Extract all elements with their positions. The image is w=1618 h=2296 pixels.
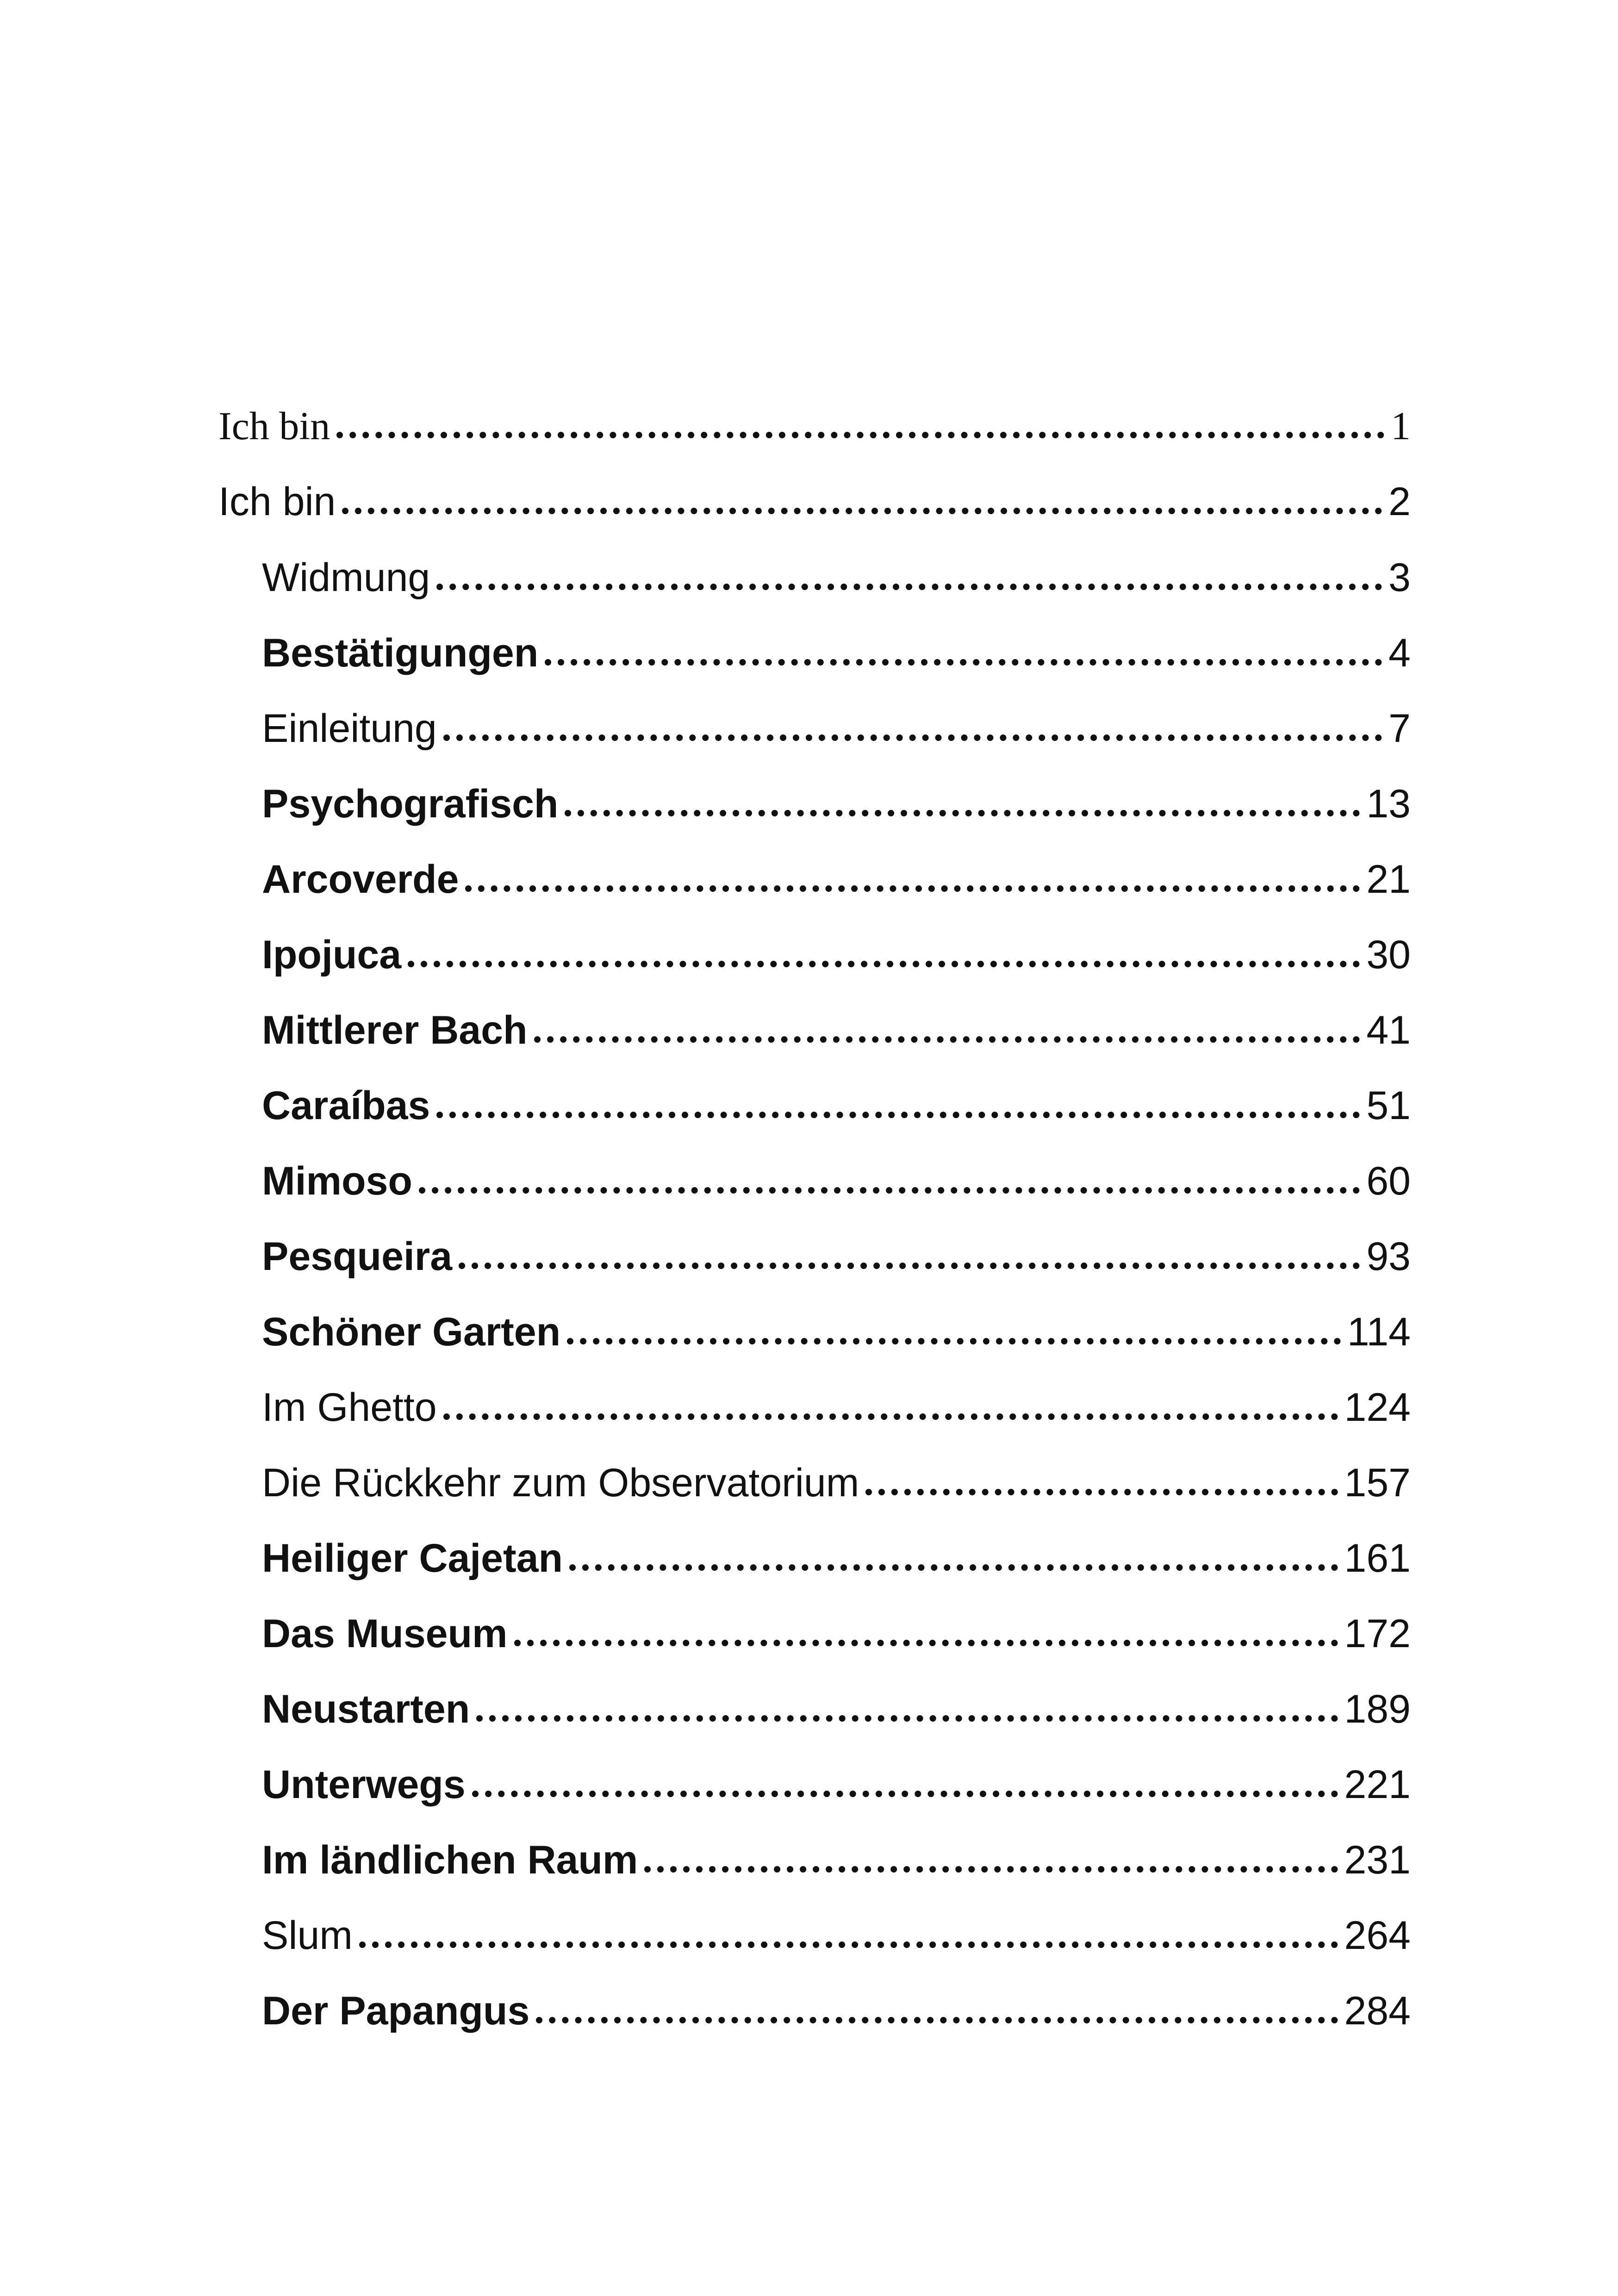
- toc-entry-title: Bestätigungen: [262, 631, 539, 675]
- toc-dot-leader: [644, 1866, 1338, 1873]
- toc-entry-title: Arcoverde: [262, 857, 459, 902]
- toc-entry-page: 231: [1344, 1838, 1411, 1882]
- toc-entry-title: Ipojuca: [262, 933, 402, 977]
- toc-entry-title: Slum: [262, 1913, 353, 1958]
- toc-entry[interactable]: [262, 1234, 1411, 1279]
- toc-dot-leader: [534, 1036, 1360, 1043]
- toc-entry-page: 221: [1344, 1762, 1411, 1807]
- toc-dot-leader: [419, 1187, 1360, 1194]
- toc-entry-title: Mittlerer Bach: [262, 1008, 528, 1052]
- toc-entry-page: 93: [1366, 1234, 1411, 1279]
- toc-entry[interactable]: [262, 1083, 1411, 1128]
- toc-entry-title: Pesqueira: [262, 1234, 453, 1279]
- toc-entry[interactable]: [262, 1010, 1411, 1050]
- toc-entry-page: 172: [1344, 1612, 1411, 1656]
- toc-entry[interactable]: [262, 857, 1411, 902]
- toc-entry-title: Das Museum: [262, 1612, 508, 1656]
- toc-entry[interactable]: [262, 633, 1411, 673]
- toc-entry[interactable]: [218, 406, 1411, 446]
- toc-entry-page: 21: [1366, 857, 1411, 902]
- toc-dot-leader: [336, 432, 1384, 438]
- toc-dot-leader: [567, 1338, 1341, 1344]
- toc-entry-title: Die Rückkehr zum Observatorium: [262, 1461, 859, 1505]
- toc-entry[interactable]: [262, 1689, 1411, 1729]
- toc-entry[interactable]: [262, 1161, 1411, 1201]
- toc-entry-title: Neustarten: [262, 1687, 470, 1731]
- toc-entry-title: Mimoso: [262, 1159, 412, 1203]
- toc-dot-leader: [408, 961, 1360, 967]
- toc-entry[interactable]: [262, 706, 1411, 751]
- toc-entry-page: 3: [1388, 555, 1411, 600]
- toc-entry-title: Einleitung: [262, 706, 437, 751]
- toc-entry-page: 1: [1391, 404, 1411, 448]
- toc-entry-page: 124: [1344, 1385, 1411, 1430]
- toc-entry-page: 114: [1347, 1310, 1411, 1354]
- toc-entry[interactable]: [262, 1385, 1411, 1430]
- toc-entry[interactable]: [262, 1840, 1411, 1880]
- toc-entry-title: Widmung: [262, 555, 430, 600]
- toc-entry-page: 264: [1344, 1913, 1411, 1958]
- toc-dot-leader: [436, 1112, 1360, 1118]
- toc-entry-title: Im Ghetto: [262, 1385, 437, 1430]
- toc-entry[interactable]: [262, 935, 1411, 975]
- toc-dot-leader: [865, 1489, 1338, 1495]
- toc-entry[interactable]: [262, 1913, 1411, 1958]
- toc-dot-leader: [565, 810, 1360, 816]
- toc-dot-leader: [342, 508, 1382, 514]
- toc-entry-title: Unterwegs: [262, 1762, 466, 1807]
- toc-entry-page: 7: [1388, 706, 1411, 751]
- toc-entry-page: 157: [1344, 1461, 1411, 1505]
- toc-entry-page: 60: [1366, 1159, 1411, 1203]
- toc-entry-title: Heiliger Cajetan: [262, 1536, 563, 1580]
- toc-entry-title: Ich bin: [218, 404, 330, 448]
- toc-entry-page: 13: [1366, 782, 1411, 826]
- toc-entry-page: 284: [1344, 1989, 1411, 2033]
- toc-dot-leader: [476, 1715, 1338, 1722]
- toc-entry[interactable]: [262, 555, 1411, 600]
- toc-dot-leader: [472, 1791, 1338, 1797]
- toc-entry-page: 189: [1344, 1687, 1411, 1731]
- toc-entry[interactable]: [262, 784, 1411, 824]
- toc-dot-leader: [465, 885, 1360, 892]
- toc-dot-leader: [545, 659, 1382, 666]
- toc-entry[interactable]: [218, 479, 1411, 524]
- toc-entry-page: 2: [1388, 479, 1411, 524]
- toc-dot-leader: [443, 734, 1382, 741]
- toc-entry-page: 51: [1366, 1083, 1411, 1128]
- toc-entry[interactable]: [262, 1991, 1411, 2031]
- toc-entry-page: 161: [1344, 1536, 1411, 1580]
- toc-entry-title: Der Papangus: [262, 1989, 530, 2033]
- toc-entry[interactable]: [262, 1614, 1411, 1654]
- toc-entry-title: Schöner Garten: [262, 1310, 561, 1354]
- toc-dot-leader: [569, 1564, 1338, 1571]
- toc-entry[interactable]: [262, 1312, 1411, 1352]
- toc-entry-title: Im ländlichen Raum: [262, 1838, 638, 1882]
- toc-entry-title: Psychografisch: [262, 782, 559, 826]
- toc-dot-leader: [359, 1941, 1338, 1948]
- toc-dot-leader: [436, 584, 1382, 590]
- toc-entry-title: Caraíbas: [262, 1083, 430, 1128]
- toc-entry-page: 4: [1388, 631, 1411, 675]
- toc-entry-page: 30: [1366, 933, 1411, 977]
- toc-dot-leader: [443, 1413, 1338, 1420]
- toc-entry-title: Ich bin: [218, 479, 336, 524]
- toc-entry[interactable]: [262, 1538, 1411, 1578]
- toc-entry[interactable]: [262, 1762, 1411, 1807]
- toc-dot-leader: [459, 1263, 1360, 1269]
- toc-entry-page: 41: [1366, 1008, 1411, 1052]
- toc-dot-leader: [514, 1640, 1338, 1646]
- toc-entry[interactable]: [262, 1463, 1411, 1503]
- toc-dot-leader: [536, 2017, 1338, 2023]
